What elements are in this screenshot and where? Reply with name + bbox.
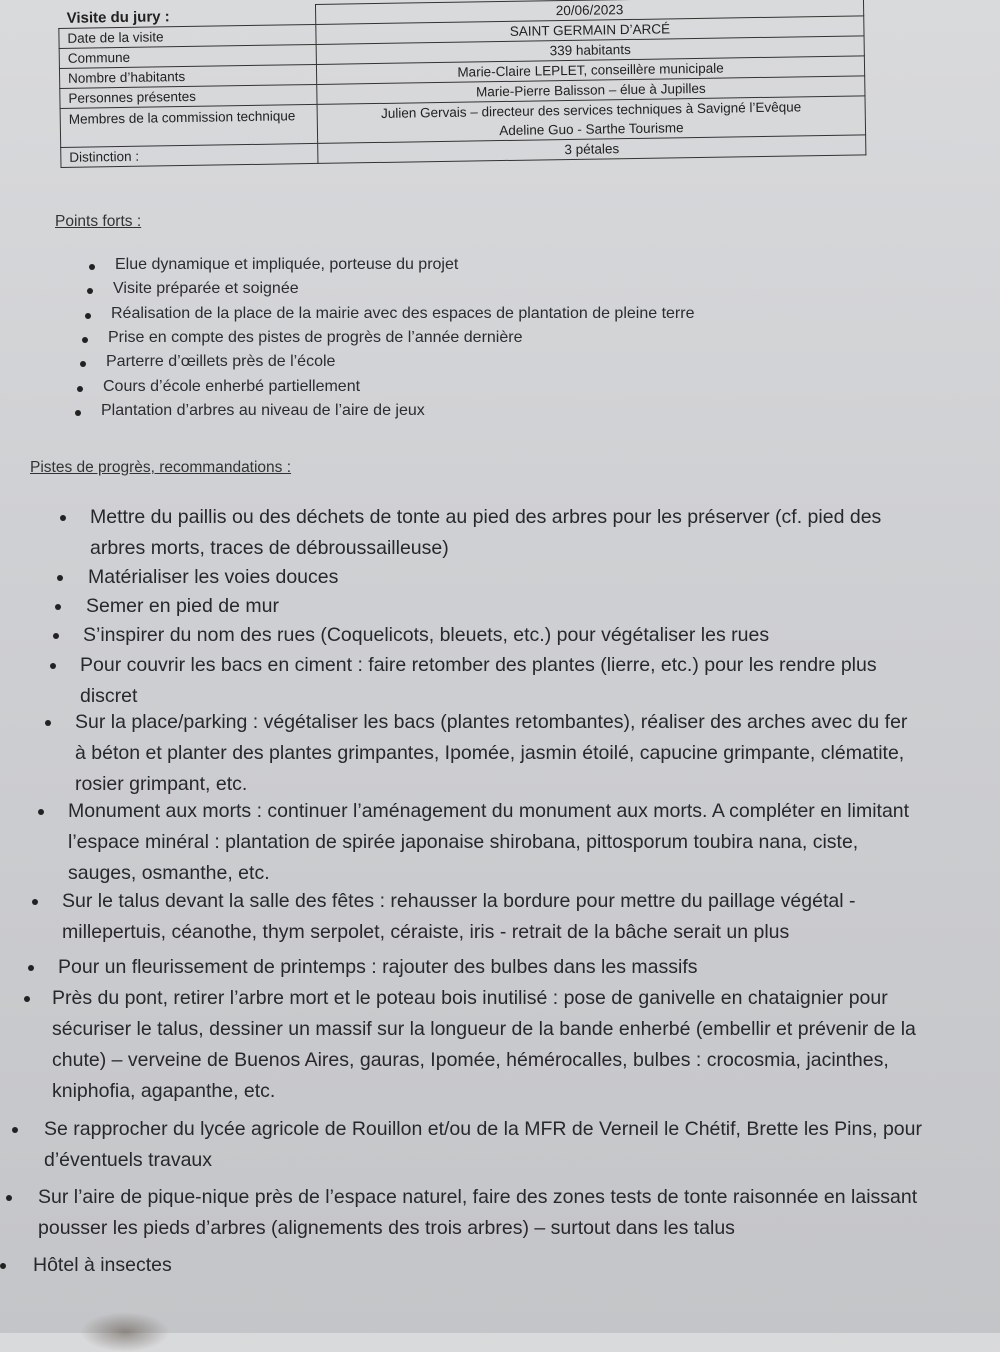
row-label: Commune bbox=[59, 44, 316, 68]
row-label: Distinction : bbox=[61, 143, 318, 167]
bullet-icon bbox=[75, 410, 81, 416]
bullet-icon bbox=[80, 361, 86, 367]
bullet-icon bbox=[89, 264, 95, 270]
bullet-icon bbox=[6, 1195, 12, 1201]
bullet-icon bbox=[87, 288, 93, 294]
bullet-icon bbox=[85, 313, 91, 319]
inhabitants-value: 339 habitants bbox=[316, 36, 864, 65]
bullet-icon bbox=[57, 575, 63, 581]
row-label: Date de la visite bbox=[59, 24, 316, 48]
bullet-icon bbox=[82, 337, 88, 343]
document-page: Visite du jury : 20/06/2023 Date de la visite SAINT GERMAIN D’ARCÉ Commune 339 habitants Nombre d’habitants Marie-Claire LEPLET, conseillère municipale Personnes présentes Marie-Pierre Balisson – élue à Jupilles Membres de la commission technique Julien Gervais – directeur des services techniques à Savigné l’Evêque Adeline Guo - Sarthe Tourisme Distinction : 3 pétales Points forts : Elue dynamique et impliquée, porteuse du projet Visite préparée et soignée Réalisation de la place de la mairie avec des espaces de plantation de pleine terre Prise en compte des pistes de progrès de l’année dernière Parterre d’œillets près de l’école Cours d’école enherbé partiellement Plantation d’arbres au niveau de l’aire de jeux Pistes de progrès, recommandations : Mettre du paillis ou des déchets de tonte au pied des arbres pour les préserver (cf. pied des arbres morts, traces de débroussailleuse) Matérialiser les voies douces Semer en pied de mur S’inspirer du nom des rues (Coquelicots, bleuets, etc.) pour végétaliser les rues Pour couvrir les bacs en ciment : faire retomber des plantes (lierre, etc.) pour les rendre plus discret Sur la place/parking : végétaliser les bacs (plantes retombantes), réaliser des arches avec du fer à béton et planter des plantes grimpantes, Ipomée, jasmin étoilé, capucine grimpante, clématite, rosier grimpant, etc. Monument aux morts : continuer l’aménagement du monument aux morts. A compléter en limitant l’espace minéral : plantation de spirée japonaise shirobana, pittosporum toubira nana, ciste, sauges, osmanthe, etc. Sur le talus devant la salle des fêtes : rehausser la bordure pour mettre du paillage végétal - millepertuis, céanothe, thym serpolet, céraiste, iris - retrait de la bâche serait un plus Pour un fleurissement de printemps : rajouter des bulbes dans les massifs Près du pont, retirer l’arbre mort et le poteau bois inutilisé : pose de ganivelle en chataignier pour sécuriser le talus, dessiner un massif sur la longueur de la bande enherbé (embellir et prévenir de la chute) – verveine de Buenos Aires, gauras, Ipomée, hémérocalles, bulbes : crocosmia, jacinthes, kniphofia, agapanthe, etc. Se rapprocher du lycée agricole de Rouillon et/ou de la MFR de Verneil le Chétif, Brette les Pins, pour d’éventuels travaux Sur l’aire de pique-nique près de l’espace naturel, faire des zones tests de tonte raisonnée en laissant pousser les pieds d’arbres (alignements des trois arbres) – surtout dans les talus Hôtel à insectes bbox=[0, 0, 1000, 1333]
jury-visit-table bbox=[58, 0, 866, 168]
commission-member-3: Adeline Guo - Sarthe Tourisme bbox=[317, 115, 865, 143]
bullet-icon bbox=[60, 515, 66, 521]
bullet-icon bbox=[24, 996, 30, 1002]
commission-member-2: Julien Gervais – directeur des services techniques à Savigné l’Evêque bbox=[317, 96, 865, 124]
persons-present-value: Marie-Claire LEPLET, conseillère municipale bbox=[316, 56, 864, 85]
bullet-icon bbox=[55, 604, 61, 610]
bullet-icon bbox=[0, 1263, 6, 1269]
bullet-icon bbox=[32, 899, 38, 905]
points-forts-heading: Points forts : bbox=[55, 213, 142, 230]
distinction-value: 3 pétales bbox=[318, 135, 866, 164]
bullet-icon bbox=[38, 809, 44, 815]
bullet-icon bbox=[77, 386, 83, 392]
row-label: Nombre d’habitants bbox=[59, 64, 316, 88]
row-label: Membres de la commission technique bbox=[60, 104, 318, 147]
finger-shadow bbox=[80, 1312, 170, 1352]
commune-value: SAINT GERMAIN D’ARCÉ bbox=[316, 16, 864, 45]
bullet-icon bbox=[53, 633, 59, 639]
visit-date-value: 20/06/2023 bbox=[315, 0, 863, 24]
bullet-icon bbox=[50, 663, 56, 669]
bullet-icon bbox=[12, 1127, 18, 1133]
table-header-label: Visite du jury : bbox=[66, 7, 170, 27]
bullet-icon bbox=[45, 720, 51, 726]
bullet-icon bbox=[28, 965, 34, 971]
commission-member-1: Marie-Pierre Balisson – élue à Jupilles bbox=[317, 76, 865, 105]
row-label: Personnes présentes bbox=[60, 84, 317, 108]
pistes-heading: Pistes de progrès, recommandations : bbox=[30, 459, 292, 476]
